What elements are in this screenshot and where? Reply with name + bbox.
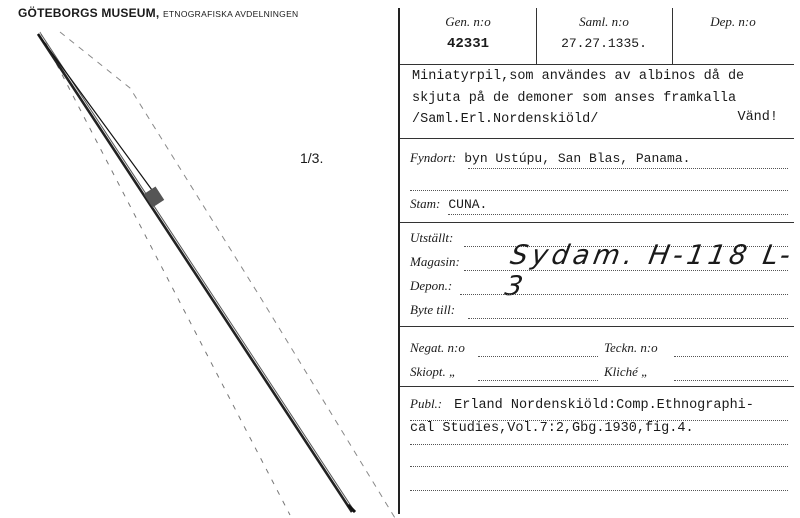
utstallt-field [410, 230, 453, 246]
dotted-line [460, 294, 788, 295]
dotted-line [468, 318, 788, 319]
scale-label: 1/3. [300, 150, 324, 166]
byte-label: Byte till: [410, 302, 456, 317]
magasin-label: Magasin: [410, 254, 460, 269]
gen-number-value: 42331 [446, 36, 489, 52]
byte-field [410, 302, 455, 318]
guide-line-left [40, 32, 290, 515]
arrow-binding [144, 186, 164, 207]
card-left-border [398, 8, 400, 514]
depon-field [410, 278, 452, 294]
dotted-line [410, 490, 788, 491]
dotted-line [478, 356, 598, 357]
gen-number-label: Gen. n:o [445, 14, 491, 29]
saml-number-value: 27.27.1335. [561, 36, 647, 51]
dotted-line [478, 380, 598, 381]
dotted-line [464, 270, 788, 271]
arrow-shaft-edge [41, 34, 355, 512]
teckn-field [604, 340, 658, 356]
catalogue-card [398, 8, 797, 514]
gen-number-cell [400, 8, 537, 64]
arrow-point [38, 34, 152, 190]
section-rule [400, 138, 794, 139]
dotted-line [410, 420, 788, 421]
description-line: skjuta på de demoner som anses framkalla [412, 90, 737, 106]
fyndort-field [410, 150, 690, 166]
negat-label: Negat. n:o [410, 340, 465, 355]
publ-label: Publ.: [410, 396, 443, 411]
description-line: Miniatyrpil,som användes av albinos då de [412, 69, 745, 84]
dotted-line [410, 444, 788, 445]
dotted-line [674, 380, 788, 381]
teckn-label: Teckn. n:o [604, 340, 658, 355]
utstallt-label: Utställt: [410, 230, 454, 245]
section-rule [400, 326, 794, 327]
kliche-label: Kliché „ [604, 364, 649, 379]
dotted-line [674, 356, 788, 357]
dotted-line [448, 214, 788, 215]
stam-field [410, 196, 487, 212]
dotted-line [410, 190, 788, 191]
fyndort-value: byn Ustúpu, San Blas, Panama. [464, 151, 691, 166]
publ-line-2: cal Studies,Vol.7:2,Gbg.1930,fig.4. [410, 421, 694, 436]
depon-label: Depon.: [410, 278, 453, 293]
magasin-value-handwritten: Sydam. H-118 L-3 [502, 240, 797, 302]
arrow-shaft [38, 34, 352, 512]
turn-over-note: Vänd! [737, 110, 778, 125]
skiopt-label: Skiopt. „ [410, 364, 457, 379]
publ-line-1: Erland Nordenskiöld:Comp.Ethnographi- [454, 398, 754, 413]
skiopt-field [410, 364, 456, 380]
negat-field [410, 340, 465, 356]
publication-line [410, 392, 788, 417]
card-number-header [400, 8, 794, 65]
dep-number-label: Dep. n:o [710, 14, 756, 29]
kliche-field [604, 364, 648, 380]
guide-line-right [60, 32, 395, 518]
saml-number-cell [536, 8, 673, 64]
department-name: ETNOGRAFISKA AVDELNINGEN [162, 9, 299, 19]
publication-block [410, 392, 788, 440]
fyndort-label: Fyndort: [410, 150, 457, 165]
description-block [412, 66, 788, 131]
dep-number-cell [672, 8, 794, 64]
description-line [412, 109, 788, 131]
museum-name: GÖTEBORGS MUSEUM, [18, 6, 160, 20]
collection-reference: /Saml.Erl.Nordenskiöld/ [412, 112, 599, 127]
dotted-line [410, 466, 788, 467]
section-rule [400, 386, 794, 387]
stam-label: Stam: [410, 196, 441, 211]
stam-value: CUNA. [448, 197, 488, 212]
dotted-line [468, 168, 788, 169]
section-rule [400, 222, 794, 223]
magasin-field [410, 254, 460, 270]
saml-number-label: Saml. n:o [579, 14, 629, 29]
